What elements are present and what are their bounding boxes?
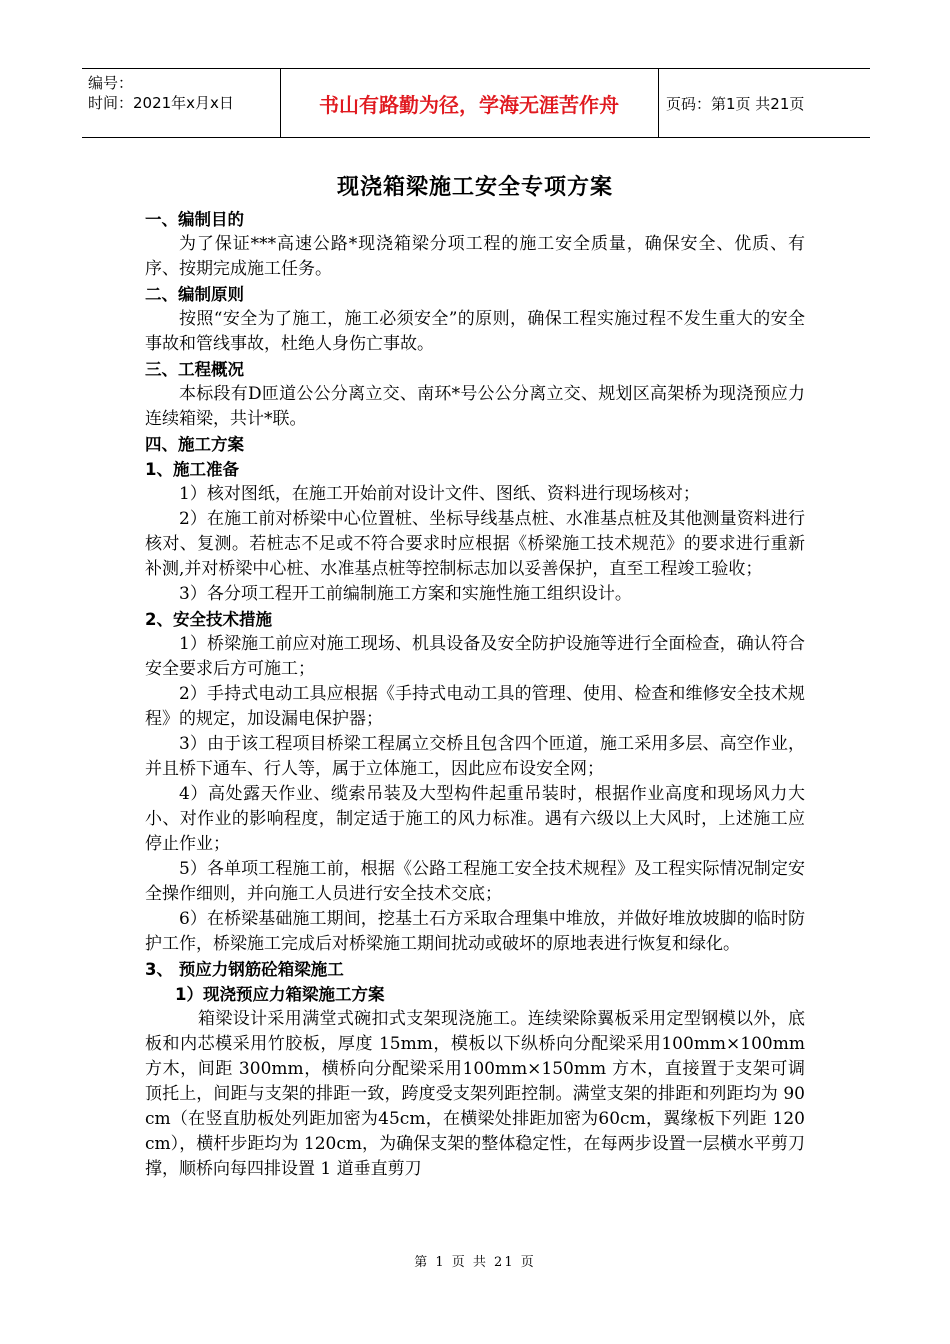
- section-heading: 一、编制目的: [145, 210, 244, 229]
- list-item: 6）在桥梁基础施工期间，挖基土石方采取合理集中堆放，并做好堆放坡脚的临时防护工作，桥梁施工完成后对桥梁施工期间扰动或破坏的原地表进行恢复和绿化。: [145, 909, 805, 954]
- subsection-heading: 2、安全技术措施: [145, 610, 272, 629]
- list-item: 4）高处露天作业、缆索吊装及大型构件起重吊装时，根据作业高度和现场风力大小、对作业的影响程度，制定适于施工的风力标准。遇有六级以上大风时，上述施工应停止作业；: [145, 784, 805, 854]
- document-body: [145, 207, 805, 1182]
- header-motto: 书山有路勤为径，学海无涯苦作舟: [319, 92, 619, 117]
- page-footer: 第 1 页 共 21 页: [414, 1255, 536, 1270]
- header-table: [82, 68, 870, 138]
- list-item: 5）各单项工程施工前，根据《公路工程施工安全技术规程》及工程实际情况制定安全操作细则，并向施工人员进行安全技术交底；: [145, 859, 805, 904]
- header-divider: [658, 69, 659, 137]
- date-label: 时间：2021年x月x日: [88, 94, 234, 112]
- header-meta: [88, 73, 278, 113]
- paragraph: 按照“安全为了施工，施工必须安全”的原则，确保工程实施过程不发生重大的安全事故和管线事故，杜绝人身伤亡事故。: [145, 309, 805, 354]
- list-item: 1）桥梁施工前应对施工现场、机具设备及安全防护设施等进行全面检查，确认符合安全要求后方可施工；: [145, 634, 805, 679]
- section-heading: 二、编制原则: [145, 285, 244, 304]
- header-page-info: 页码：第1页 共21页: [666, 95, 805, 113]
- list-item: 2）手持式电动工具应根据《手持式电动工具的管理、使用、检查和维修安全技术规程》的规定，加设漏电保护器；: [145, 684, 805, 729]
- subsection-heading: 1、施工准备: [145, 460, 239, 479]
- subsection-heading: 1）现浇预应力箱梁施工方案: [175, 985, 385, 1004]
- paragraph: 为了保证***高速公路*现浇箱梁分项工程的施工安全质量，确保安全、优质、有序、按期完成施工任务。: [145, 234, 805, 279]
- paragraph: 箱梁设计采用满堂式碗扣式支架现浇施工。连续梁除翼板采用定型钢模以外，底板和内芯模采用竹胶板，厚度 15mm，模板以下纵桥向分配梁采用100mm×100mm 方木，间距 300mm，横桥向分配梁采用100mm×150mm 方木，直接置于支架可调顶托上，间距与支架的排距一致，跨度受支架列距控制。满堂支架的排距和列距均为 90cm（在竖直肋板处列距加密为45cm，在横梁处排距加密为60cm，翼缘板下列距 120cm），横杆步距均为 120cm，为确保支架的整体稳定性，在每两步设置一层横水平剪刀撑，顺桥向每四排设置 1 道垂直剪刀: [145, 1009, 805, 1179]
- list-item: 2）在施工前对桥梁中心位置桩、坐标导线基点桩、水准基点桩及其他测量资料进行核对、复测。若桩志不足或不符合要求时应根据《桥梁施工技术规范》的要求进行重新补测,并对桥梁中心桩、水准基点桩等控制标志加以妥善保护，直至工程竣工验收；: [145, 509, 805, 579]
- paragraph: 本标段有D匝道公公分离立交、南环*号公公分离立交、规划区高架桥为现浇预应力连续箱梁，共计*联。: [145, 384, 805, 429]
- list-item: 3）各分项工程开工前编制施工方案和实施性施工组织设计。: [179, 584, 632, 604]
- list-item: 3）由于该工程项目桥梁工程属立交桥且包含四个匝道，施工采用多层、高空作业，并且桥下通车、行人等，属于立体施工，因此应布设安全网；: [145, 734, 805, 779]
- section-heading: 三、工程概况: [145, 360, 244, 379]
- section-heading: 四、施工方案: [145, 435, 244, 454]
- code-label: 编号：: [88, 74, 134, 92]
- list-item: 1）核对图纸，在施工开始前对设计文件、图纸、资料进行现场核对；: [179, 484, 700, 504]
- document-title: 现浇箱梁施工安全专项方案: [336, 174, 613, 200]
- subsection-heading: 3、 预应力钢筋砼箱梁施工: [145, 960, 344, 979]
